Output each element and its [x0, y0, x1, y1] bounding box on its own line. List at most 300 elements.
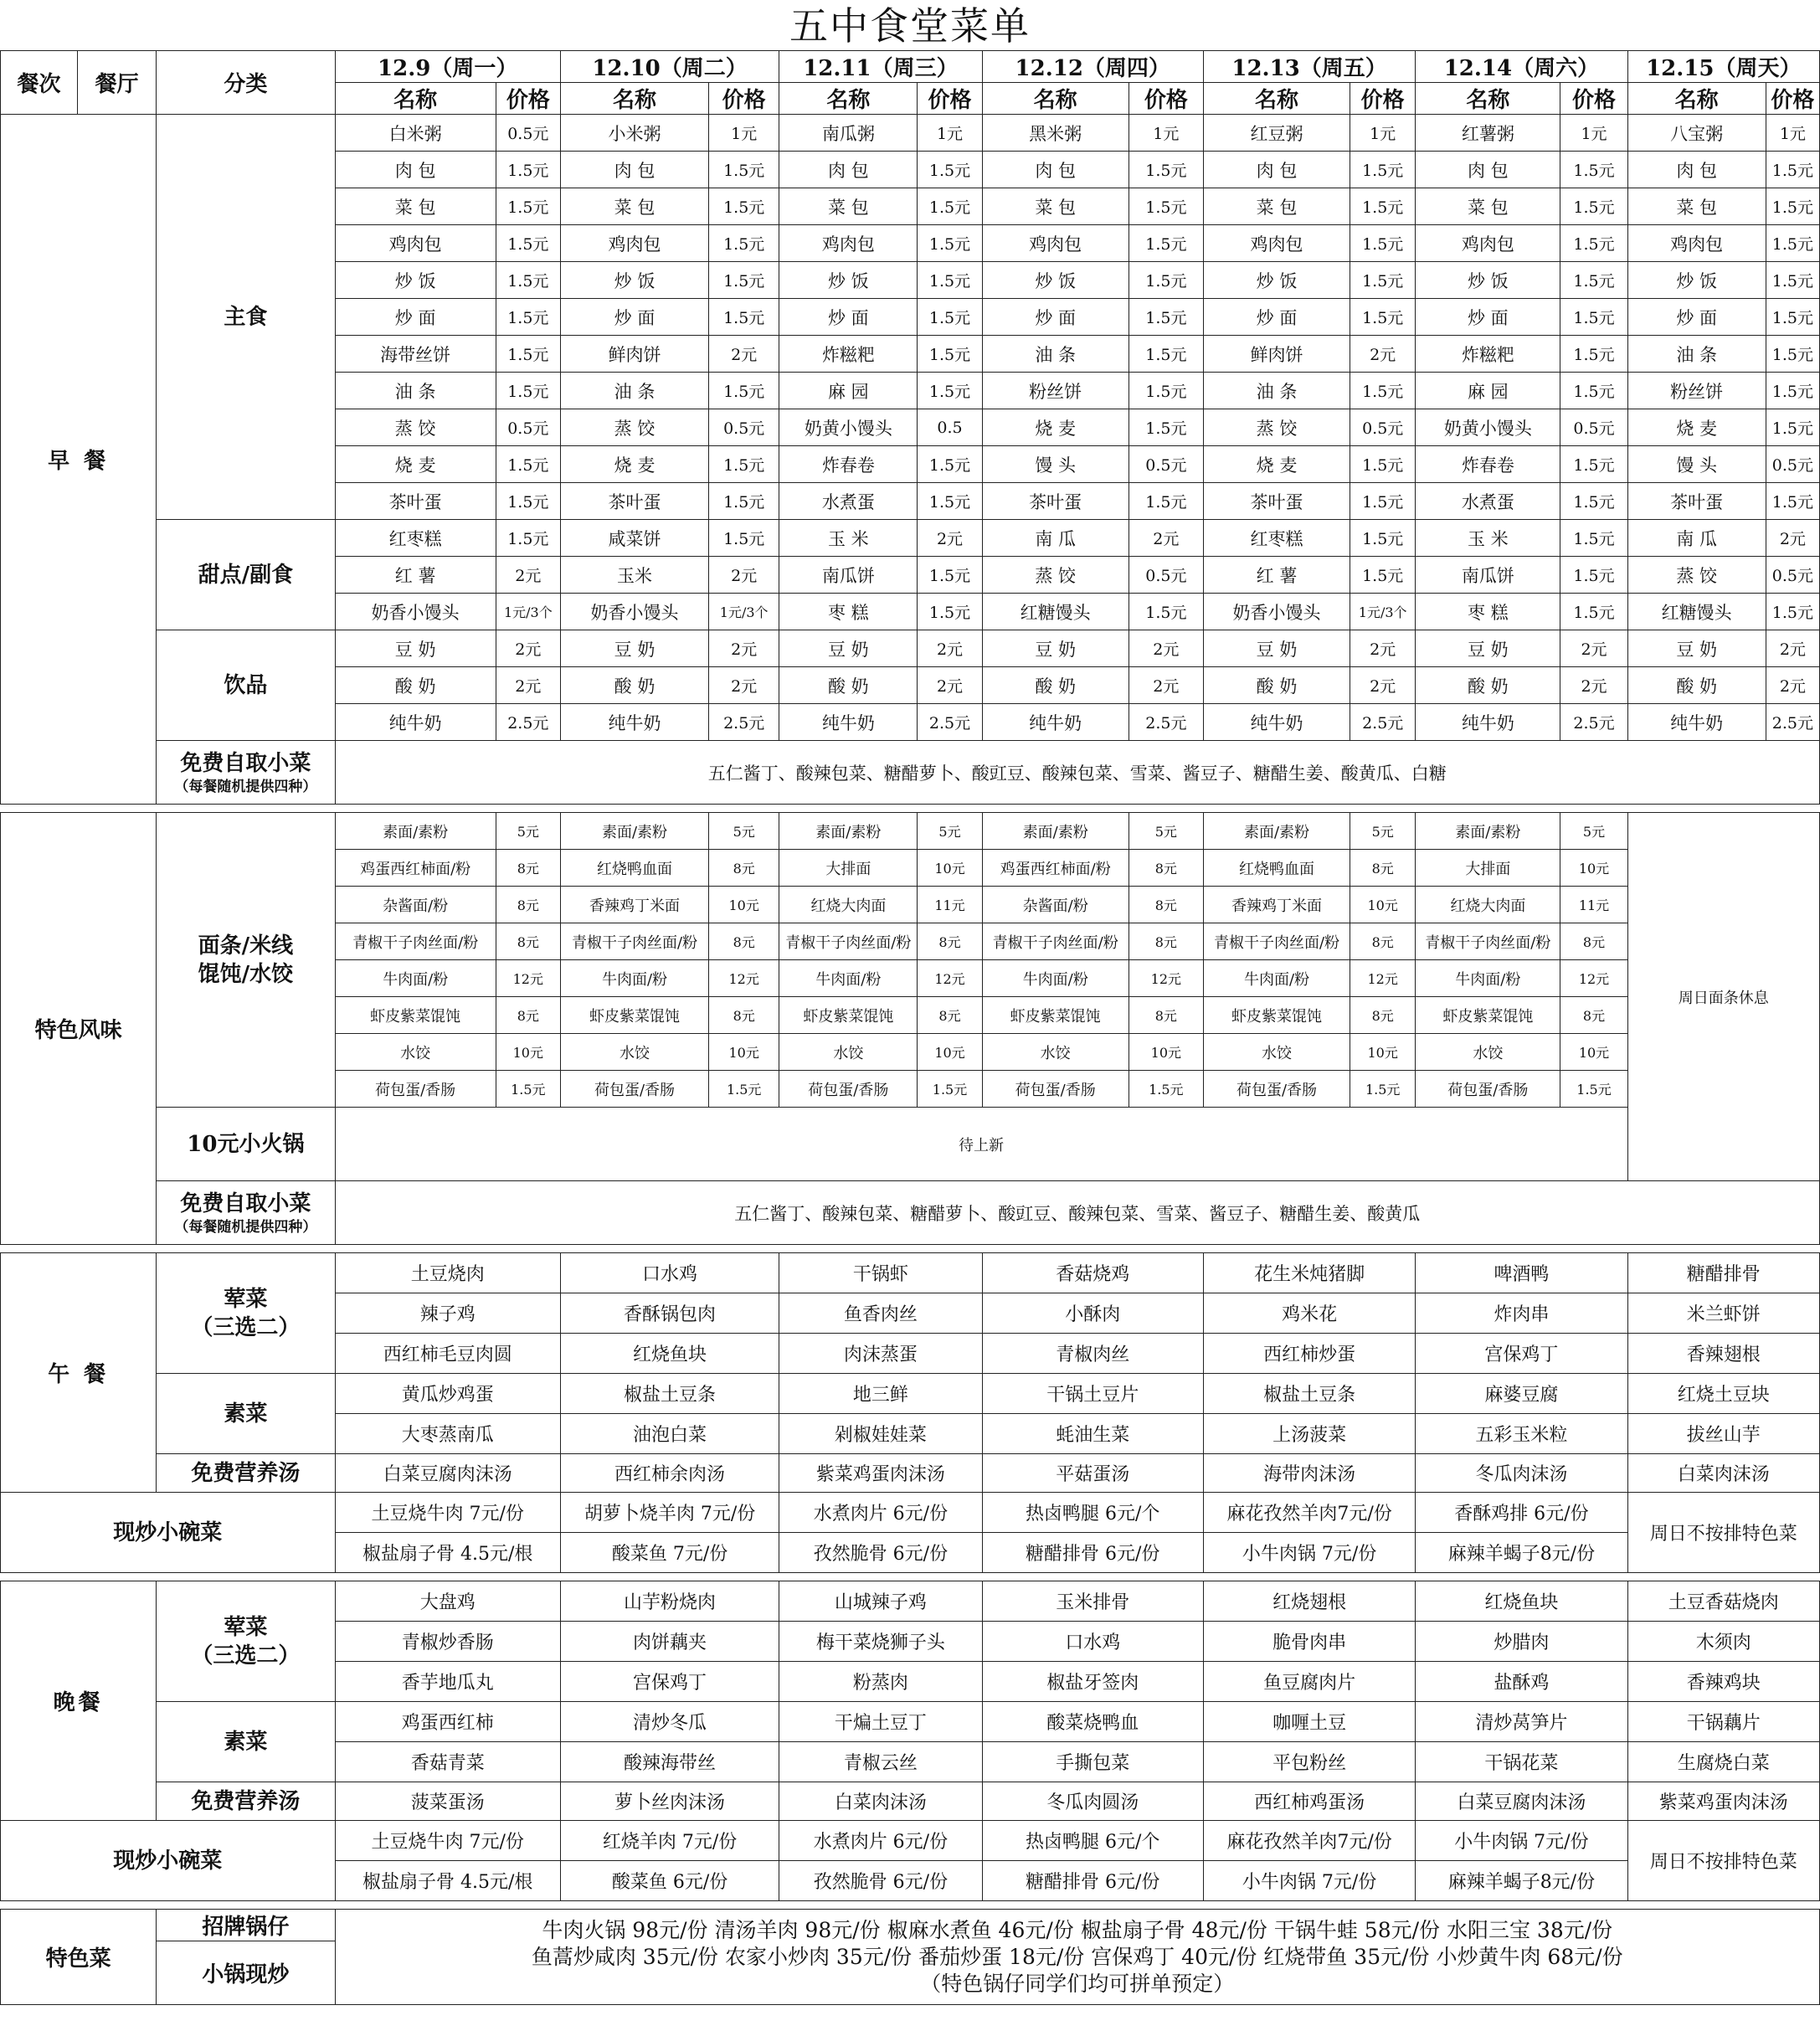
dish-name: 玉 米 [779, 520, 918, 557]
dish-price: 1.5元 [1350, 152, 1416, 188]
dish-name: 虾皮紫菜馄饨 [982, 997, 1129, 1034]
dish-price: 8元 [1350, 997, 1416, 1034]
dish-price: 1元/3个 [1350, 594, 1416, 630]
meal-dinner: 晚餐 [1, 1581, 157, 1821]
dish-price: 5元 [1560, 813, 1627, 850]
dish-name: 南 瓜 [982, 520, 1129, 557]
dish-price: 2.5元 [496, 704, 560, 741]
dish-price: 8元 [496, 997, 560, 1034]
dish-name: 豆 奶 [779, 630, 918, 667]
dish-name: 清炒莴笋片 [1416, 1702, 1627, 1742]
dish-name: 纯牛奶 [560, 704, 708, 741]
dish-name: 香菇烧鸡 [982, 1253, 1203, 1293]
dish-name: 茶叶蛋 [982, 483, 1129, 520]
dish-name: 蒸 饺 [335, 409, 496, 446]
dish-name: 纯牛奶 [982, 704, 1129, 741]
dish-price: 8元 [1560, 923, 1627, 960]
small-bowl-dish: 孜然脆骨 6元/份 [779, 1861, 982, 1901]
small-bowl-dish: 麻花孜然羊肉7元/份 [1203, 1821, 1415, 1861]
dish-name: 菜 包 [1627, 188, 1766, 225]
dish-name: 南瓜饼 [779, 557, 918, 594]
hotpot-pending: 待上新 [335, 1108, 1627, 1181]
dish-price: 0.5元 [1766, 557, 1819, 594]
meal-lunch: 午 餐 [1, 1253, 157, 1493]
header-price: 价格 [1129, 83, 1203, 115]
dish-name: 玉米 [560, 557, 708, 594]
dish-name: 炸肉串 [1416, 1293, 1627, 1334]
dish-name: 炒 饭 [1203, 262, 1350, 299]
dish-name: 豆 奶 [335, 630, 496, 667]
dish-name: 油 条 [1627, 336, 1766, 373]
dish-price: 2元 [918, 667, 982, 704]
dish-name: 荷包蛋/香肠 [560, 1071, 708, 1108]
small-bowl-dish: 土豆烧牛肉 7元/份 [335, 1821, 560, 1861]
dish-name: 炒 面 [335, 299, 496, 336]
dish-price: 12元 [1560, 960, 1627, 997]
dish-price: 1.5元 [1129, 1071, 1203, 1108]
dish-name: 茶叶蛋 [1203, 483, 1350, 520]
dish-name: 奶黄小馒头 [1416, 409, 1560, 446]
dish-name: 纯牛奶 [1627, 704, 1766, 741]
dish-name: 肉 包 [1416, 152, 1560, 188]
dish-name: 土豆香菇烧肉 [1627, 1581, 1819, 1622]
dish-name: 米兰虾饼 [1627, 1293, 1819, 1334]
dish-name: 酸 奶 [560, 667, 708, 704]
dish-price: 1.5元 [1129, 594, 1203, 630]
dish-price: 2元 [1350, 630, 1416, 667]
dish-name: 红烧鸭血面 [560, 850, 708, 887]
dish-price: 5元 [1350, 813, 1416, 850]
spacer [1, 1245, 1820, 1253]
dish-price: 1.5元 [496, 262, 560, 299]
header-price: 价格 [1560, 83, 1627, 115]
dish-name: 红烧鱼块 [560, 1334, 779, 1374]
small-bowl-dish: 椒盐扇子骨 4.5元/根 [335, 1533, 560, 1573]
dish-price: 1.5元 [1560, 594, 1627, 630]
dish-price: 1.5元 [918, 446, 982, 483]
dish-name: 红豆粥 [1203, 115, 1350, 152]
dish-price: 5元 [1129, 813, 1203, 850]
dish-name: 红枣糕 [335, 520, 496, 557]
dish-name: 西红柿毛豆肉圆 [335, 1334, 560, 1374]
dish-price: 1元 [709, 115, 779, 152]
soup-name: 紫菜鸡蛋肉沫汤 [779, 1454, 982, 1493]
header-price: 价格 [918, 83, 982, 115]
dish-name: 香菇青菜 [335, 1742, 560, 1782]
dish-name: 清炒冬瓜 [560, 1702, 779, 1742]
dish-name: 大排面 [1416, 850, 1560, 887]
soup-name: 白菜肉沫汤 [1627, 1454, 1819, 1493]
small-bowl-dish: 热卤鸭腿 6元/个 [982, 1821, 1203, 1861]
dish-name: 茶叶蛋 [1627, 483, 1766, 520]
dish-name: 肉 包 [1203, 152, 1350, 188]
dish-name: 红烧大肉面 [779, 887, 918, 923]
dish-name: 豆 奶 [1416, 630, 1560, 667]
dish-name: 青椒干子肉丝面/粉 [1416, 923, 1560, 960]
meat-label-2: （三选二） [191, 1314, 301, 1340]
dish-price: 5元 [709, 813, 779, 850]
dish-price: 1元 [1350, 115, 1416, 152]
category-free [157, 1181, 335, 1245]
dish-price: 1.5元 [1766, 299, 1819, 336]
dish-price: 1.5元 [1766, 188, 1819, 225]
dish-price: 1.5元 [1129, 299, 1203, 336]
small-bowl-dish: 小牛肉锅 7元/份 [1416, 1821, 1627, 1861]
dish-name: 水饺 [1203, 1034, 1350, 1071]
dish-name: 粉丝饼 [1627, 373, 1766, 409]
dish-price: 0.5元 [496, 115, 560, 152]
category-dessert: 甜点/副食 [157, 520, 335, 630]
dish-name: 奶黄小馒头 [779, 409, 918, 446]
dish-name: 鲜肉饼 [1203, 336, 1350, 373]
dish-name: 土豆烧肉 [335, 1253, 560, 1293]
dish-price: 12元 [918, 960, 982, 997]
dish-name: 干锅花菜 [1416, 1742, 1627, 1782]
dish-price: 1.5元 [1129, 409, 1203, 446]
dish-name: 炒 面 [1416, 299, 1560, 336]
category-small-bowl: 现炒小碗菜 [1, 1821, 336, 1901]
noodle-label-2: 馄饨/水饺 [198, 961, 294, 987]
dish-name: 鸡蛋西红柿面/粉 [335, 850, 496, 887]
header-meal: 餐次 [1, 51, 78, 115]
category-meat [157, 1581, 335, 1702]
header-name: 名称 [779, 83, 918, 115]
dish-price: 8元 [709, 923, 779, 960]
dish-name: 肉饼藕夹 [560, 1622, 779, 1662]
dish-name: 炒 饭 [982, 262, 1129, 299]
dish-name: 炸糍粑 [779, 336, 918, 373]
dish-name: 菜 包 [335, 188, 496, 225]
dish-price: 2元 [1350, 336, 1416, 373]
free-label: 免费自取小菜 [180, 1190, 311, 1216]
dish-name: 炒 面 [1627, 299, 1766, 336]
dish-price: 10元 [1560, 850, 1627, 887]
dish-name: 红 薯 [1203, 557, 1350, 594]
header-day: 12.10（周二） [560, 51, 779, 83]
dish-name: 油 条 [560, 373, 708, 409]
dish-name: 咖喱土豆 [1203, 1702, 1415, 1742]
dish-price: 8元 [1129, 850, 1203, 887]
featured-line-1: 牛肉火锅 98元/份 清汤羊肉 98元/份 椒麻水煮鱼 46元/份 椒盐扇子骨 48元/份 干锅牛蛙 58元/份 水阳三宝 38元/份 [542, 1917, 1613, 1942]
header-price: 价格 [709, 83, 779, 115]
dish-name: 青椒肉丝 [982, 1334, 1203, 1374]
dish-name: 烧 麦 [982, 409, 1129, 446]
dish-name: 啤酒鸭 [1416, 1253, 1627, 1293]
dish-name: 蚝油生菜 [982, 1414, 1203, 1454]
dish-price: 0.5元 [709, 409, 779, 446]
dish-price: 1.5元 [1350, 557, 1416, 594]
dish-price: 1.5元 [1766, 594, 1819, 630]
dish-name: 豆 奶 [1203, 630, 1350, 667]
dish-price: 11元 [1560, 887, 1627, 923]
dish-price: 2元 [1560, 630, 1627, 667]
dish-name: 烧 麦 [1203, 446, 1350, 483]
dish-name: 素面/素粉 [560, 813, 708, 850]
dish-price: 1.5元 [918, 483, 982, 520]
dish-name: 青椒炒香肠 [335, 1622, 560, 1662]
dish-price: 2.5元 [1560, 704, 1627, 741]
dish-name: 粉蒸肉 [779, 1662, 982, 1702]
header-name: 名称 [1203, 83, 1350, 115]
dish-price: 1.5元 [1129, 152, 1203, 188]
dish-price: 10元 [918, 1034, 982, 1071]
soup-name: 白菜豆腐肉沫汤 [335, 1454, 560, 1493]
dish-name: 素面/素粉 [982, 813, 1129, 850]
dish-price: 1.5元 [709, 188, 779, 225]
dish-name: 水饺 [560, 1034, 708, 1071]
dish-name: 水饺 [982, 1034, 1129, 1071]
dish-price: 10元 [1350, 1034, 1416, 1071]
dish-name: 小酥肉 [982, 1293, 1203, 1334]
dish-name: 宫保鸡丁 [560, 1662, 779, 1702]
soup-name: 冬瓜肉圆汤 [982, 1782, 1203, 1821]
soup-name: 紫菜鸡蛋肉沫汤 [1627, 1782, 1819, 1821]
small-bowl-dish: 土豆烧牛肉 7元/份 [335, 1493, 560, 1533]
dish-name: 炒 饭 [1627, 262, 1766, 299]
dish-name: 红薯粥 [1416, 115, 1560, 152]
dish-name: 牛肉面/粉 [1416, 960, 1560, 997]
dish-name: 菜 包 [560, 188, 708, 225]
dish-name: 牛肉面/粉 [982, 960, 1129, 997]
dish-price: 1元 [1129, 115, 1203, 152]
dish-price: 1.5元 [1350, 262, 1416, 299]
dish-name: 上汤菠菜 [1203, 1414, 1415, 1454]
dish-name: 香酥锅包肉 [560, 1293, 779, 1334]
spacer [1, 805, 1820, 813]
dish-name: 青椒干子肉丝面/粉 [335, 923, 496, 960]
dish-name: 青椒干子肉丝面/粉 [779, 923, 918, 960]
dish-price: 1.5元 [1560, 188, 1627, 225]
category-small-wok: 小锅现炒 [157, 1941, 335, 2005]
dish-price: 2元 [496, 667, 560, 704]
dish-name: 花生米炖猪脚 [1203, 1253, 1415, 1293]
dish-price: 5元 [496, 813, 560, 850]
dish-price: 8元 [1560, 997, 1627, 1034]
category-drink: 饮品 [157, 630, 335, 741]
dish-price: 1.5元 [1766, 262, 1819, 299]
dish-price: 1.5元 [709, 299, 779, 336]
dish-name: 肉 包 [1627, 152, 1766, 188]
dish-name: 纯牛奶 [335, 704, 496, 741]
soup-name: 白菜肉沫汤 [779, 1782, 982, 1821]
dish-name: 香辣鸡丁米面 [560, 887, 708, 923]
dish-price: 2元 [1129, 630, 1203, 667]
header-price: 价格 [1350, 83, 1416, 115]
dish-name: 宫保鸡丁 [1416, 1334, 1627, 1374]
dish-name: 红枣糕 [1203, 520, 1350, 557]
dish-name: 青椒干子肉丝面/粉 [982, 923, 1129, 960]
dish-name: 枣 糕 [1416, 594, 1560, 630]
category-signature-pot: 招牌锅仔 [157, 1910, 335, 1941]
dish-name: 炒 饭 [335, 262, 496, 299]
meal-breakfast: 早 餐 [1, 115, 157, 805]
free-label: 免费自取小菜 [180, 750, 311, 776]
dish-price: 8元 [1129, 997, 1203, 1034]
dish-price: 1.5元 [1129, 225, 1203, 262]
dish-price: 2.5元 [709, 704, 779, 741]
page-title: 五中食堂菜单 [789, 3, 1031, 49]
dish-name: 鸡肉包 [779, 225, 918, 262]
dish-price: 1.5元 [1350, 520, 1416, 557]
dish-name: 酸 奶 [982, 667, 1129, 704]
dish-name: 干锅土豆片 [982, 1374, 1203, 1414]
spacer [1, 1573, 1820, 1581]
header-name: 名称 [982, 83, 1129, 115]
dish-name: 麻婆豆腐 [1416, 1374, 1627, 1414]
dish-name: 红烧大肉面 [1416, 887, 1560, 923]
soup-name: 冬瓜肉沫汤 [1416, 1454, 1627, 1493]
dish-name: 牛肉面/粉 [335, 960, 496, 997]
dish-name: 油 条 [982, 336, 1129, 373]
dish-price: 1.5元 [1560, 1071, 1627, 1108]
dish-price: 8元 [496, 850, 560, 887]
dish-name: 烧 麦 [1627, 409, 1766, 446]
dish-price: 1.5元 [1350, 299, 1416, 336]
dish-price: 1.5元 [496, 152, 560, 188]
dish-name: 肉 包 [335, 152, 496, 188]
dish-name: 水饺 [779, 1034, 918, 1071]
dish-name: 酸 奶 [1627, 667, 1766, 704]
dish-price: 0.5 [918, 409, 982, 446]
dish-price: 1.5元 [918, 225, 982, 262]
dish-name: 鱼香肉丝 [779, 1293, 982, 1334]
dish-name: 糖醋排骨 [1627, 1253, 1819, 1293]
dish-name: 牛肉面/粉 [1203, 960, 1350, 997]
dish-name: 玉 米 [1416, 520, 1560, 557]
header-name: 名称 [335, 83, 496, 115]
dish-name: 炸糍粑 [1416, 336, 1560, 373]
dish-name: 干锅虾 [779, 1253, 982, 1293]
category-hotpot: 10元小火锅 [157, 1108, 335, 1181]
dish-name: 鸡肉包 [1416, 225, 1560, 262]
dish-name: 酸辣海带丝 [560, 1742, 779, 1782]
dish-price: 1.5元 [1560, 299, 1627, 336]
dish-name: 纯牛奶 [1203, 704, 1350, 741]
dish-price: 8元 [1129, 887, 1203, 923]
dish-price: 2元 [918, 520, 982, 557]
dish-name: 鱼豆腐肉片 [1203, 1662, 1415, 1702]
dish-price: 1.5元 [496, 299, 560, 336]
dish-name: 虾皮紫菜馄饨 [1416, 997, 1560, 1034]
dish-price: 1.5元 [1350, 373, 1416, 409]
dish-price: 1.5元 [709, 483, 779, 520]
dish-name: 油 条 [335, 373, 496, 409]
dish-name: 炒 面 [982, 299, 1129, 336]
dish-name: 鸡肉包 [560, 225, 708, 262]
dish-price: 8元 [1350, 923, 1416, 960]
dish-name: 香辣鸡丁米面 [1203, 887, 1350, 923]
dish-price: 1.5元 [1350, 1071, 1416, 1108]
small-bowl-dish: 香酥鸡排 6元/份 [1416, 1493, 1627, 1533]
header-day: 12.15（周天） [1627, 51, 1819, 83]
dish-price: 1.5元 [1560, 336, 1627, 373]
small-bowl-dish: 胡萝卜烧羊肉 7元/份 [560, 1493, 779, 1533]
dish-name: 炒 面 [779, 299, 918, 336]
dish-name: 豆 奶 [1627, 630, 1766, 667]
dish-name: 水煮蛋 [779, 483, 918, 520]
dish-price: 0.5元 [1129, 446, 1203, 483]
dish-name: 粉丝饼 [982, 373, 1129, 409]
dish-name: 炒腊肉 [1416, 1622, 1627, 1662]
dish-name: 鸡蛋西红柿面/粉 [982, 850, 1129, 887]
menu-table [0, 50, 1820, 2005]
category-small-bowl: 现炒小碗菜 [1, 1493, 336, 1573]
dish-price: 8元 [496, 887, 560, 923]
dish-price: 0.5元 [1129, 557, 1203, 594]
dish-name: 口水鸡 [982, 1622, 1203, 1662]
dish-price: 10元 [1560, 1034, 1627, 1071]
featured-line-2: 鱼蒿炒咸肉 35元/份 农家小炒肉 35元/份 番茄炒蛋 18元/份 宫保鸡丁 40元/份 红烧带鱼 35元/份 小炒黄牛肉 68元/份 [531, 1944, 1623, 1969]
category-noodles [157, 813, 335, 1108]
dish-price: 1.5元 [709, 1071, 779, 1108]
dish-name: 菜 包 [1203, 188, 1350, 225]
dish-price: 2.5元 [918, 704, 982, 741]
dish-name: 素面/素粉 [335, 813, 496, 850]
dish-price: 1.5元 [1560, 557, 1627, 594]
dish-name: 纯牛奶 [779, 704, 918, 741]
dish-name: 杂酱面/粉 [982, 887, 1129, 923]
dish-name: 生腐烧白菜 [1627, 1742, 1819, 1782]
dish-name: 鲜肉饼 [560, 336, 708, 373]
dish-name: 南瓜粥 [779, 115, 918, 152]
meat-label-1: 荤菜 [224, 1286, 268, 1312]
soup-name: 西红柿鸡蛋汤 [1203, 1782, 1415, 1821]
dish-name: 干煸土豆丁 [779, 1702, 982, 1742]
dish-name: 红 薯 [335, 557, 496, 594]
dish-price: 1.5元 [918, 299, 982, 336]
small-bowl-dish: 酸菜鱼 7元/份 [560, 1533, 779, 1573]
dish-name: 酸 奶 [1416, 667, 1560, 704]
dish-name: 纯牛奶 [1416, 704, 1560, 741]
dish-name: 拔丝山芋 [1627, 1414, 1819, 1454]
header-day: 12.11（周三） [779, 51, 982, 83]
category-soup: 免费营养汤 [157, 1454, 335, 1493]
dish-name: 荷包蛋/香肠 [982, 1071, 1129, 1108]
dish-name: 红烧土豆块 [1627, 1374, 1819, 1414]
dish-price: 2元 [918, 630, 982, 667]
small-bowl-dish: 水煮肉片 6元/份 [779, 1493, 982, 1533]
dish-name: 麻 园 [779, 373, 918, 409]
dish-price: 1.5元 [709, 373, 779, 409]
dish-name: 香辣鸡块 [1627, 1662, 1819, 1702]
dish-price: 12元 [1129, 960, 1203, 997]
dish-price: 1.5元 [918, 336, 982, 373]
dish-name: 素面/素粉 [779, 813, 918, 850]
dish-price: 0.5元 [1560, 409, 1627, 446]
dish-name: 香芋地瓜丸 [335, 1662, 560, 1702]
dish-name: 豆 奶 [982, 630, 1129, 667]
dish-price: 10元 [918, 850, 982, 887]
dish-name: 八宝粥 [1627, 115, 1766, 152]
dish-price: 8元 [1129, 923, 1203, 960]
dish-price: 2元 [1129, 667, 1203, 704]
free-items-text: 五仁酱丁、酸辣包菜、糖醋萝卜、酸豇豆、酸辣包菜、雪菜、酱豆子、糖醋生姜、酸黄瓜、白糖 [335, 741, 1819, 805]
header-hall: 餐厅 [78, 51, 157, 115]
dish-price: 1.5元 [1560, 446, 1627, 483]
small-bowl-dish: 麻辣羊蝎子8元/份 [1416, 1861, 1627, 1901]
soup-name: 菠菜蛋汤 [335, 1782, 560, 1821]
dish-name: 烧 麦 [560, 446, 708, 483]
dish-price: 2元 [1766, 520, 1819, 557]
dish-price: 1.5元 [496, 373, 560, 409]
dish-name: 蒸 饺 [1203, 409, 1350, 446]
small-bowl-dish: 孜然脆骨 6元/份 [779, 1533, 982, 1573]
small-bowl-dish: 酸菜鱼 6元/份 [560, 1861, 779, 1901]
dish-name: 炒 饭 [1416, 262, 1560, 299]
dish-price: 1.5元 [1766, 409, 1819, 446]
dish-price: 8元 [918, 923, 982, 960]
small-bowl-dish: 糖醋排骨 6元/份 [982, 1861, 1203, 1901]
